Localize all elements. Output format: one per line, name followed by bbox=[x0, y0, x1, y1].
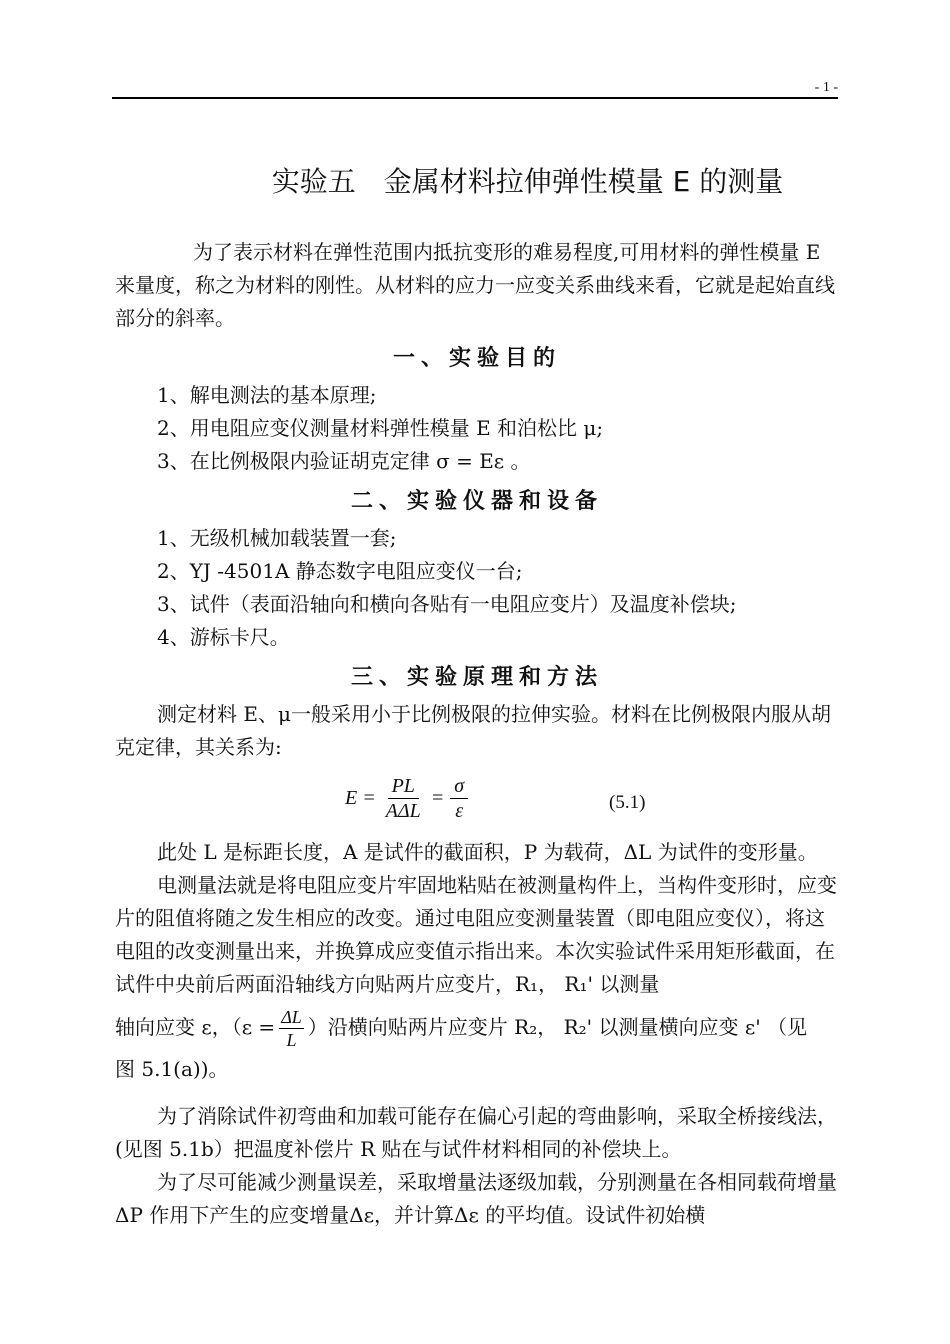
principle-paragraph-3-cont bbox=[115, 1001, 839, 1053]
section-heading-objectives: 一、实验目的 bbox=[392, 346, 561, 371]
strain-text-pre: 轴向应变 ε，（ε = bbox=[115, 1015, 276, 1039]
header-rule bbox=[112, 97, 838, 99]
formula-numerator: PL bbox=[388, 774, 419, 799]
formula-denominator: ε bbox=[455, 800, 464, 822]
principle-paragraph-1: 测定材料 E、μ一般采用小于比例极限的拉伸实验。材料在比例极限内服从胡克定律，其关系为: bbox=[115, 702, 831, 759]
formula-lhs: E = bbox=[345, 787, 376, 809]
principle-paragraph-2: 此处 L 是标距长度，A 是试件的截面积，P 为载荷，ΔL 为试件的变形量。 bbox=[157, 840, 818, 864]
strain-text-post: ）沿横向贴两片应变片 R₂， R₂' 以测量横向应变 ε' （见 bbox=[307, 1015, 808, 1039]
formula-fraction-1 bbox=[382, 774, 425, 823]
formula-equals: = bbox=[430, 787, 445, 809]
intro-paragraph: 为了表示材料在弹性范围内抵抗变形的难易程度,可用材料的弹性模量 E 来量度，称之为材料的刚性。从材料的应力一应变关系曲线来看，它就是起始直线部分的斜率。 bbox=[115, 240, 835, 330]
strain-denominator: L bbox=[286, 1030, 297, 1050]
page-number: - 1 - bbox=[814, 80, 838, 95]
list-item: 3、在比例极限内验证胡克定律 σ = Eε 。 bbox=[157, 449, 531, 473]
list-item: 1、无级机械加载装置一套; bbox=[157, 526, 397, 550]
formula-fraction-2 bbox=[450, 774, 468, 823]
principle-paragraph-3: 电测量法就是将电阻应变片牢固地粘贴在被测量构件上，当构件变形时，应变片的阻值将随之发生相应的改变。通过电阻应变测量装置（即电阻应变仪），将这电阻的改变测量出来，并换算成应变值示指出来。本次实验试件采用矩形截面，在试件中央前后两面沿轴线方向贴两片应变片，R₁， R₁' 以测量 bbox=[115, 873, 837, 996]
list-item: 4、游标卡尺。 bbox=[157, 625, 290, 649]
principle-paragraph-4: 为了消除试件初弯曲和加载可能存在偏心引起的弯曲影响，采取全桥接线法，(见图 5.1b）把温度补偿片 R 贴在与试件材料相同的补偿块上。 bbox=[115, 1104, 837, 1161]
principle-paragraph-5: 为了尽可能减少测量误差，采取增量法逐级加载，分别测量在各相同载荷增量 ΔP 作用下产生的应变增量Δε，并计算Δε 的平均值。设试件初始横 bbox=[115, 1170, 837, 1227]
strain-numerator: ΔL bbox=[281, 1007, 302, 1027]
strain-fraction bbox=[279, 1006, 304, 1051]
formula-numerator: σ bbox=[450, 774, 468, 799]
section-heading-principle: 三、实验原理和方法 bbox=[350, 665, 603, 690]
formula-5-1 bbox=[115, 770, 839, 832]
page-title: 实验五 金属材料拉伸弹性模量 E 的测量 bbox=[271, 165, 784, 198]
document-body bbox=[115, 236, 839, 1232]
principle-paragraph-3-end: 图 5.1(a))。 bbox=[115, 1057, 229, 1081]
formula-number: (5.1) bbox=[609, 792, 646, 813]
list-item: 3、试件（表面沿轴向和横向各贴有一电阻应变片）及温度补偿块; bbox=[157, 592, 737, 616]
formula-denominator: AΔL bbox=[385, 800, 421, 822]
list-item: 2、用电阻应变仪测量材料弹性模量 E 和泊松比 μ; bbox=[157, 416, 604, 440]
list-item: 2、YJ -4501A 静态数字电阻应变仪一台; bbox=[157, 559, 523, 583]
list-item: 1、解电测法的基本原理; bbox=[157, 383, 377, 407]
section-heading-equipment: 二、实验仪器和设备 bbox=[350, 489, 603, 514]
